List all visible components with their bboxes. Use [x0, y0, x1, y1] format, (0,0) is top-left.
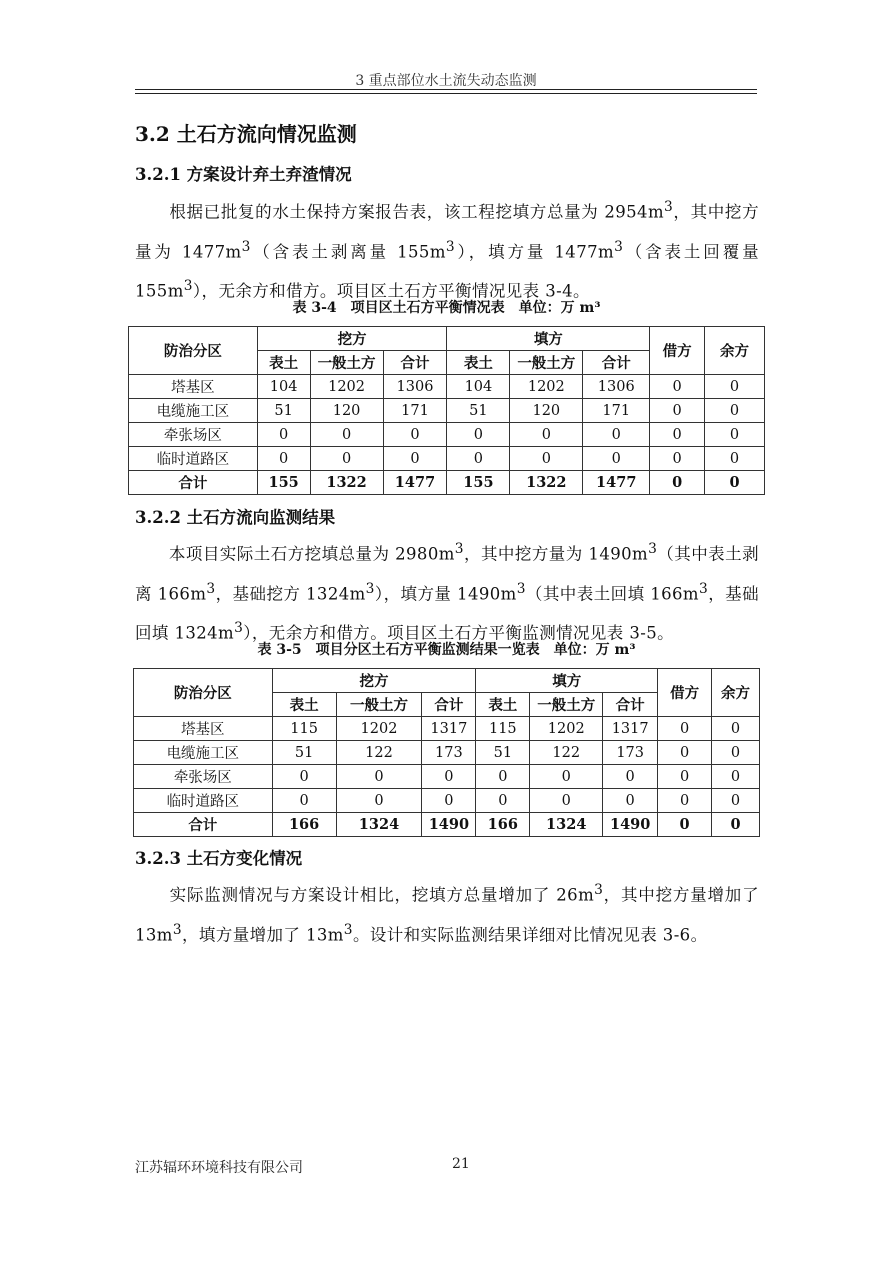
text-segment: ），填方量 1477m — [455, 242, 615, 261]
table-row — [134, 741, 760, 765]
value-cell: 104 — [257, 375, 310, 399]
value-cell: 0 — [705, 447, 765, 471]
table-row — [129, 471, 765, 495]
subheader-cell: 表土 — [447, 351, 510, 375]
table-row — [134, 765, 760, 789]
value-cell: 0 — [272, 765, 336, 789]
value-cell: 0 — [422, 789, 476, 813]
value-cell: 1322 — [510, 471, 583, 495]
value-cell: 0 — [310, 423, 383, 447]
subheader-cell: 一般土方 — [530, 693, 603, 717]
value-cell: 1202 — [530, 717, 603, 741]
value-cell: 0 — [336, 789, 422, 813]
value-cell: 155 — [447, 471, 510, 495]
table-row — [129, 399, 765, 423]
value-cell: 1324 — [336, 813, 422, 837]
value-cell: 0 — [476, 789, 530, 813]
header-fill: 填方 — [476, 669, 658, 693]
text-segment: 实际监测情况与方案设计相比，挖填方总量增加了 26m — [135, 885, 595, 905]
value-cell: 166 — [272, 813, 336, 837]
subheader-cell: 表土 — [257, 351, 310, 375]
value-cell: 1477 — [583, 471, 650, 495]
superscript: 3 — [445, 238, 456, 255]
value-cell: 104 — [447, 375, 510, 399]
text-segment: 本项目实际土石方挖填总量为 2980m — [135, 544, 455, 564]
zone-cell: 塔基区 — [129, 375, 258, 399]
text-segment: 。设计和实际监测结果详细对比情况见表 3-6。 — [352, 925, 708, 944]
value-cell: 0 — [583, 423, 650, 447]
subheader-cell: 合计 — [422, 693, 476, 717]
subheader-cell: 一般土方 — [336, 693, 422, 717]
subheader-cell: 一般土方 — [510, 351, 583, 375]
value-cell: 155 — [257, 471, 310, 495]
superscript: 3 — [648, 541, 658, 557]
subsection-heading-3-2-1: 3.2.1 方案设计弃土弃渣情况 — [135, 165, 352, 184]
header-surplus: 余方 — [712, 669, 760, 717]
value-cell: 0 — [603, 789, 658, 813]
superscript: 3 — [454, 541, 464, 557]
subheader-cell: 合计 — [603, 693, 658, 717]
text-segment: ，填方量增加了 13m — [182, 925, 344, 944]
superscript: 3 — [698, 580, 709, 597]
text-segment: （含表土回覆量 155m — [135, 242, 759, 301]
zone-cell: 合计 — [134, 813, 273, 837]
value-cell: 0 — [658, 717, 712, 741]
value-cell: 1317 — [422, 717, 476, 741]
superscript: 3 — [516, 580, 526, 597]
text-segment: 根据已批复的水土保持方案报告表，该工程挖填方总量为 2954m — [135, 202, 665, 222]
text-segment: ），无余方和借方。项目区土石方平衡监测情况见表 3-5。 — [243, 623, 675, 643]
header-row — [134, 669, 760, 693]
value-cell: 0 — [257, 447, 310, 471]
value-cell: 0 — [530, 789, 603, 813]
zone-cell: 塔基区 — [134, 717, 273, 741]
subheader-cell: 表土 — [272, 693, 336, 717]
header-cut: 挖方 — [257, 327, 447, 351]
value-cell: 173 — [603, 741, 658, 765]
value-cell: 120 — [310, 399, 383, 423]
value-cell: 0 — [603, 765, 658, 789]
header-borrow: 借方 — [650, 327, 705, 375]
value-cell: 0 — [712, 741, 760, 765]
value-cell: 1477 — [383, 471, 447, 495]
value-cell: 115 — [272, 717, 336, 741]
value-cell: 0 — [310, 447, 383, 471]
header-row — [129, 327, 765, 351]
value-cell: 1317 — [603, 717, 658, 741]
superscript: 3 — [614, 238, 624, 255]
text-segment: ），填方量 1490m — [374, 584, 517, 603]
zone-cell: 牵张场区 — [134, 765, 273, 789]
value-cell: 51 — [447, 399, 510, 423]
value-cell: 0 — [650, 471, 705, 495]
value-cell: 1306 — [583, 375, 650, 399]
value-cell: 0 — [510, 447, 583, 471]
value-cell: 120 — [510, 399, 583, 423]
value-cell: 0 — [650, 447, 705, 471]
value-cell: 1490 — [422, 813, 476, 837]
header-zone: 防治分区 — [134, 669, 273, 717]
value-cell: 0 — [383, 423, 447, 447]
value-cell: 1324 — [530, 813, 603, 837]
value-cell: 0 — [650, 423, 705, 447]
value-cell: 173 — [422, 741, 476, 765]
zone-cell: 牵张场区 — [129, 423, 258, 447]
header-cut: 挖方 — [272, 669, 476, 693]
superscript: 3 — [172, 921, 182, 938]
subheader-cell: 一般土方 — [310, 351, 383, 375]
value-cell: 166 — [476, 813, 530, 837]
value-cell: 0 — [712, 765, 760, 789]
value-cell: 0 — [272, 789, 336, 813]
zone-cell: 临时道路区 — [129, 447, 258, 471]
value-cell: 0 — [583, 447, 650, 471]
value-cell: 0 — [705, 399, 765, 423]
zone-cell: 电缆施工区 — [134, 741, 273, 765]
table-row — [129, 447, 765, 471]
header-zone: 防治分区 — [129, 327, 258, 375]
value-cell: 51 — [476, 741, 530, 765]
value-cell: 51 — [272, 741, 336, 765]
value-cell: 171 — [383, 399, 447, 423]
footer-company: 江苏辐环环境科技有限公司 — [135, 1160, 303, 1176]
text-segment: ，基础回填 1324m — [135, 584, 759, 643]
value-cell: 0 — [712, 717, 760, 741]
table-row — [134, 717, 760, 741]
paragraph-design — [135, 190, 759, 309]
header-fill: 填方 — [447, 327, 650, 351]
value-cell: 0 — [257, 423, 310, 447]
value-cell: 0 — [510, 423, 583, 447]
value-cell: 0 — [383, 447, 447, 471]
superscript: 3 — [343, 921, 353, 938]
superscript: 3 — [183, 278, 193, 294]
value-cell: 1202 — [310, 375, 383, 399]
value-cell: 0 — [658, 789, 712, 813]
section-heading: 3.2 土石方流向情况监测 — [135, 122, 357, 146]
value-cell: 0 — [658, 741, 712, 765]
superscript: 3 — [594, 882, 604, 898]
value-cell: 0 — [447, 447, 510, 471]
text-segment: （其中表土回填 166m — [525, 584, 699, 603]
header-rule-thin — [135, 93, 757, 94]
text-segment: ，基础挖方 1324m — [215, 584, 366, 603]
value-cell: 122 — [336, 741, 422, 765]
value-cell: 0 — [712, 789, 760, 813]
value-cell: 0 — [476, 765, 530, 789]
value-cell: 1322 — [310, 471, 383, 495]
value-cell: 0 — [658, 813, 712, 837]
text-segment: ，其中挖方量为 1477m — [135, 202, 759, 261]
value-cell: 1490 — [603, 813, 658, 837]
superscript: 3 — [206, 580, 216, 597]
value-cell: 0 — [650, 399, 705, 423]
superscript: 3 — [234, 620, 244, 636]
text-segment: ），无余方和借方。项目区土石方平衡情况见表 3-4。 — [192, 281, 590, 301]
table-row — [129, 375, 765, 399]
paragraph-monitoring — [135, 532, 759, 651]
table-caption-3-4: 表 3-4 项目区土石方平衡情况表 单位：万 m³ — [292, 300, 601, 316]
text-segment: （含表土剥离量 155m — [250, 242, 446, 261]
header-borrow: 借方 — [658, 669, 712, 717]
table-row — [129, 423, 765, 447]
table-row — [134, 789, 760, 813]
superscript: 3 — [241, 238, 251, 255]
value-cell: 0 — [658, 765, 712, 789]
table-3-4 — [128, 326, 765, 495]
value-cell: 0 — [705, 471, 765, 495]
paragraph-change — [135, 873, 759, 952]
value-cell: 51 — [257, 399, 310, 423]
table-caption-3-5: 表 3-5 项目分区土石方平衡监测结果一览表 单位：万 m³ — [257, 642, 636, 658]
value-cell: 1306 — [383, 375, 447, 399]
value-cell: 115 — [476, 717, 530, 741]
subsection-heading-3-2-3: 3.2.3 土石方变化情况 — [135, 849, 303, 868]
table-row — [134, 813, 760, 837]
subsection-heading-3-2-2: 3.2.2 土石方流向监测结果 — [135, 508, 336, 527]
value-cell: 122 — [530, 741, 603, 765]
superscript: 3 — [365, 580, 375, 597]
value-cell: 0 — [422, 765, 476, 789]
value-cell: 0 — [712, 813, 760, 837]
subheader-cell: 表土 — [476, 693, 530, 717]
running-header: 3 重点部位水土流失动态监测 — [355, 73, 537, 89]
zone-cell: 电缆施工区 — [129, 399, 258, 423]
value-cell: 0 — [447, 423, 510, 447]
subheader-cell: 合计 — [583, 351, 650, 375]
page-number: 21 — [452, 1156, 470, 1172]
subheader-cell: 合计 — [383, 351, 447, 375]
value-cell: 0 — [705, 423, 765, 447]
text-segment: ，其中挖方量为 1490m — [463, 544, 649, 564]
value-cell: 0 — [530, 765, 603, 789]
value-cell: 0 — [650, 375, 705, 399]
header-surplus: 余方 — [705, 327, 765, 375]
table-3-5 — [133, 668, 760, 837]
value-cell: 171 — [583, 399, 650, 423]
value-cell: 0 — [705, 375, 765, 399]
text-segment: ，其中挖方量增加了 13m — [135, 885, 759, 944]
superscript: 3 — [664, 199, 674, 215]
value-cell: 1202 — [510, 375, 583, 399]
zone-cell: 临时道路区 — [134, 789, 273, 813]
value-cell: 1202 — [336, 717, 422, 741]
value-cell: 0 — [336, 765, 422, 789]
zone-cell: 合计 — [129, 471, 258, 495]
text-segment: （其中表土剥离 166m — [135, 544, 759, 603]
header-rule — [135, 89, 757, 90]
